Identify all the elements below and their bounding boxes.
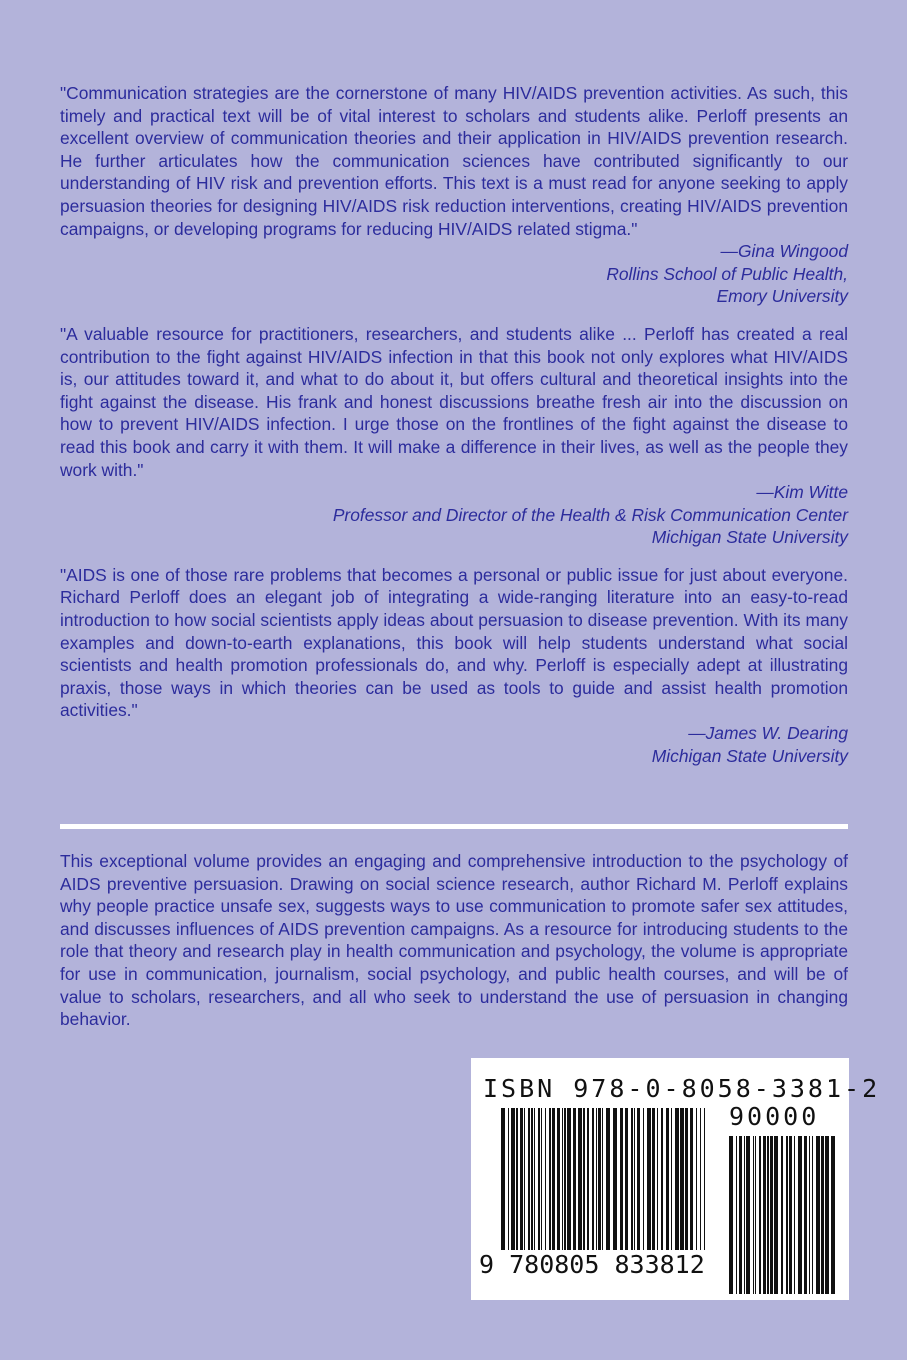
barcode-bar — [685, 1108, 688, 1270]
barcode-bar — [534, 1108, 535, 1270]
barcode-bar — [675, 1108, 679, 1270]
barcode-bar — [812, 1136, 813, 1294]
isbn-label: ISBN 978-0-8058-3381-2 — [483, 1074, 881, 1103]
barcode-bar — [578, 1108, 582, 1270]
price-code: 90000 — [729, 1102, 820, 1131]
isbn-barcode — [471, 1058, 881, 1300]
barcode-bar — [696, 1108, 697, 1270]
barcode-bar — [786, 1136, 788, 1294]
barcode-bar — [809, 1136, 810, 1294]
barcode-bar — [652, 1108, 655, 1270]
review-attribution-2 — [60, 481, 848, 549]
barcode-bar — [573, 1108, 576, 1270]
barcode-bar — [567, 1108, 571, 1270]
reviewer-affiliation: Professor and Director of the Health & Risk Communication Center — [332, 504, 848, 525]
barcode-bar — [647, 1108, 651, 1270]
barcode-bar — [657, 1108, 658, 1270]
barcode-bar — [606, 1108, 610, 1270]
barcode-bar — [759, 1136, 761, 1294]
barcode-bar — [690, 1108, 693, 1270]
barcode-bar — [549, 1108, 551, 1270]
barcode-bar — [545, 1108, 546, 1270]
reviews-section — [60, 82, 848, 767]
barcode-bar — [598, 1108, 601, 1270]
barcode-bar — [700, 1108, 701, 1270]
barcode-bar — [821, 1136, 824, 1294]
barcode-bar — [744, 1136, 745, 1294]
barcode-bar — [729, 1136, 733, 1294]
barcode-bar — [753, 1136, 754, 1294]
barcode-bar — [704, 1108, 705, 1270]
barcode-bar — [541, 1108, 542, 1270]
barcode-bar — [666, 1108, 669, 1270]
barcode-bar — [587, 1108, 589, 1270]
barcode-bar — [794, 1136, 795, 1294]
barcode-bar — [531, 1108, 533, 1270]
reviewer-name: —Kim Witte — [756, 482, 848, 503]
barcode-bar — [625, 1108, 628, 1270]
barcode-bar — [770, 1136, 773, 1294]
barcode-bar — [746, 1136, 750, 1294]
barcode-bar — [680, 1108, 684, 1270]
review-quote-2: "A valuable resource for practitioners, researchers, and students alike ... Perloff has created a real contribution to the fight against HIV/AIDS infection in that this book not only explores what HIV/AIDS is, our attitudes toward it, and what to do about it, but offers cultural and theoretical insights into the fight against the disease. His frank and honest discussions breathe fresh air into the discussion on how to prevent HIV/AIDS infection. I urge those on the frontlines of the fight against the disease to read this book and carry it with them. It will make a difference in their lives, as well as the people they work with." — [60, 323, 848, 480]
section-divider — [60, 824, 848, 829]
review-attribution-1 — [60, 240, 848, 308]
barcode-bar — [562, 1108, 563, 1270]
book-description: This exceptional volume provides an engaging and comprehensive introduction to the psychology of AIDS preventive persuasion. Drawing on social science research, author Richard M. Perloff explains why people practice unsafe sex, suggests ways to use communication to promote safer sex attitudes, and discusses influences of AIDS prevention campaigns. As a resource for introducing students to the role that theory and research play in health communication and psychology, the volume is appropriate for use in communication, journalism, social psychology, and public health courses, and will be of value to scholars, researchers, and all who seek to understand the use of persuasion in changing behavior. — [60, 851, 848, 1030]
barcode-bar — [501, 1108, 505, 1270]
reviewer-institution: Michigan State University — [651, 527, 848, 548]
reviewer-institution: Emory University — [716, 286, 848, 307]
reviewer-affiliation: Rollins School of Public Health, — [606, 263, 848, 284]
ean-digits: 9 780805 833812 — [479, 1250, 705, 1279]
barcode-bar — [816, 1136, 820, 1294]
barcode-bar — [583, 1108, 585, 1270]
reviewer-institution: Michigan State University — [651, 745, 848, 766]
barcode-bar — [774, 1136, 778, 1294]
barcode-bar — [520, 1108, 523, 1270]
barcode-bar — [592, 1108, 594, 1270]
reviewer-name: —Gina Wingood — [720, 241, 848, 262]
barcode-bar — [511, 1108, 515, 1270]
barcode-bar — [671, 1108, 672, 1270]
barcode-bar — [602, 1108, 603, 1270]
barcode-bar — [620, 1108, 623, 1270]
barcode-bar — [564, 1108, 566, 1270]
barcode-bar — [755, 1136, 756, 1294]
barcode-bar — [798, 1136, 802, 1294]
barcode-bar — [552, 1108, 555, 1270]
barcode-bar — [637, 1108, 640, 1270]
barcode-bar — [736, 1136, 737, 1294]
barcode-bar — [825, 1136, 829, 1294]
barcode-bar — [557, 1108, 560, 1270]
barcode-bar — [781, 1136, 783, 1294]
barcode-bar — [763, 1136, 766, 1294]
barcode-bar — [613, 1108, 617, 1270]
reviewer-name: —James W. Dearing — [688, 723, 848, 744]
review-quote-1: "Communication strategies are the cornerstone of many HIV/AIDS prevention activities. As such, this timely and practical text will be of vital interest to scholars and students alike. Perloff presents an excellent overview of communication theories and their application in HIV/AIDS prevention research. He further articulates how the communication sciences have contributed significantly to our understanding of HIV risk and prevention efforts. This text is a must read for anyone seeking to apply persuasion theories for designing HIV/AIDS risk reduction interventions, creating HIV/AIDS prevention campaigns, or developing programs for reducing HIV/AIDS related stigma." — [60, 83, 848, 239]
barcode-bar — [528, 1108, 530, 1270]
barcode-bar — [767, 1136, 769, 1294]
barcode-bar — [508, 1108, 509, 1270]
barcode-bar — [661, 1108, 663, 1270]
barcode-bar — [596, 1108, 597, 1270]
barcode-bar — [516, 1108, 518, 1270]
review-quote-3: "AIDS is one of those rare problems that becomes a personal or public issue for just about everyone. Richard Perloff does an elegant job of integrating a wide-ranging literature into an easy-to-read introduction to how social scientists apply ideas about persuasion to disease prevention. With its many examples and down-to-earth explanations, this book will help students understand what social scientists and health promotion professionals do, and why. Perloff is especially adept at illustrating praxis, those ways in which theories can be used as tools to guide and assist health promotion activities." — [60, 564, 848, 721]
barcode-bar — [789, 1136, 792, 1294]
barcode-bar — [643, 1108, 644, 1270]
barcode-bar — [831, 1136, 835, 1294]
review-attribution-3 — [60, 722, 848, 767]
barcode-bar — [538, 1108, 540, 1270]
barcode-bar — [804, 1136, 807, 1294]
barcode-bar — [634, 1108, 635, 1270]
barcode-bar — [631, 1108, 633, 1270]
barcode-bar — [739, 1136, 742, 1294]
barcode-bar — [524, 1108, 525, 1270]
